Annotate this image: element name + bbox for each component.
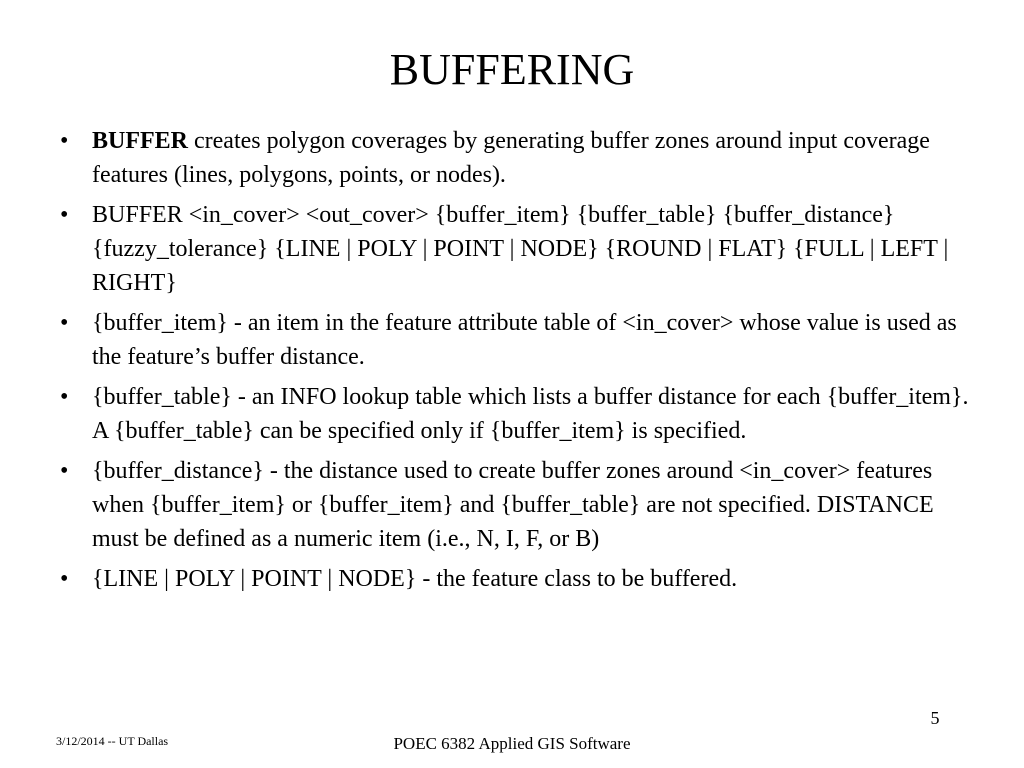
bullet-lead-term: BUFFER — [92, 128, 188, 154]
bullet-marker: • — [60, 128, 69, 154]
bullet-body: creates polygon coverages by generating buffer zones around input coverage features (lines, polygons, points, or nodes). — [92, 128, 930, 188]
bullet-text: {buffer_distance} - the distance used to create buffer zones around <in_cover> features when {buffer_item} or {buffer_item} and {buffer_table} are not specified. DISTANCE must be defined as a numeric item (i.e., N, I, F, or B) — [92, 458, 934, 552]
footer-course-title: POEC 6382 Applied GIS Software — [393, 734, 631, 753]
bullet-text: {buffer_item} - an item in the feature attribute table of <in_cover> whose value is used as the feature’s buffer distance. — [92, 310, 957, 370]
bullet-text — [92, 124, 976, 192]
footer-date: 3/12/2014 -- UT Dallas — [56, 734, 169, 748]
bullet-item — [56, 198, 976, 300]
bullet-marker: • — [60, 202, 69, 228]
bullet-item — [56, 562, 976, 596]
bullet-list — [56, 124, 976, 602]
page-number: 5 — [930, 708, 940, 728]
bullet-item — [56, 124, 976, 192]
bullet-item — [56, 306, 976, 374]
bullet-text: {buffer_table} - an INFO lookup table which lists a buffer distance for each {buffer_item}. A {buffer_table} can be specified only if {buffer_item} is specified. — [92, 384, 969, 444]
bullet-marker: • — [60, 458, 69, 484]
bullet-marker: • — [60, 384, 69, 410]
bullet-item — [56, 454, 976, 556]
bullet-marker: • — [60, 566, 69, 592]
bullet-item — [56, 380, 976, 448]
bullet-text: {LINE | POLY | POINT | NODE} - the feature class to be buffered. — [92, 566, 738, 592]
bullet-text: BUFFER <in_cover> <out_cover> {buffer_item} {buffer_table} {buffer_distance} {fuzzy_tolerance} {LINE | POLY | POINT | NODE} {ROUND | FLAT} {FULL | LEFT | RIGHT} — [92, 202, 949, 296]
slide-title: BUFFERING — [389, 45, 635, 94]
bullet-marker: • — [60, 310, 69, 336]
